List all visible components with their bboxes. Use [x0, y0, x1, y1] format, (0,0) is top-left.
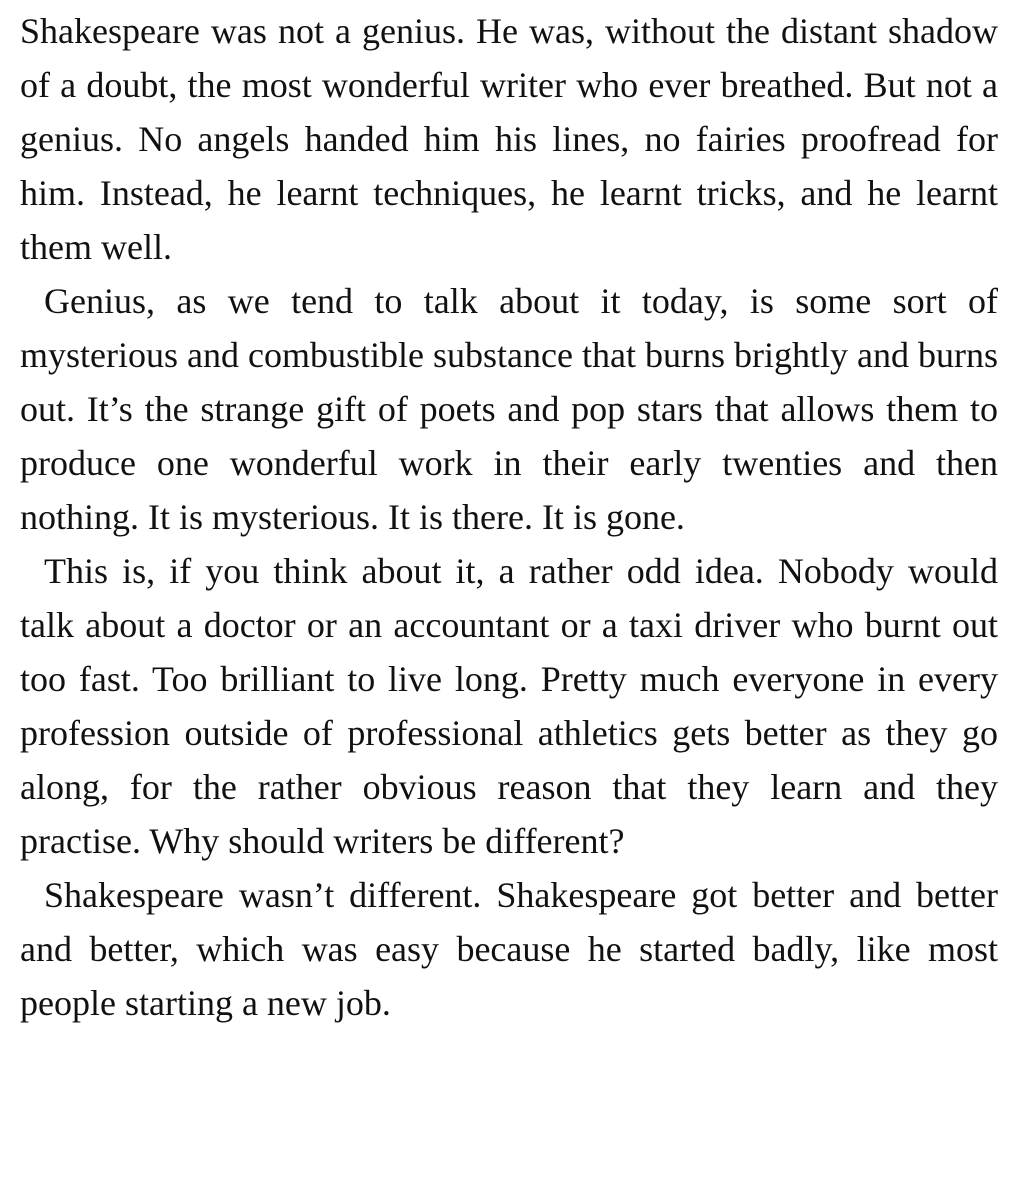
paragraph-shakespeare-not-genius: Shakespeare was not a genius. He was, without the distant shadow of a doubt, the most wonderful writer who ever breathed. But not a genius. No angels handed him his lines, no fairies proofread for him. Instead, he learnt techniques, he learnt tricks, and he learnt them well. — [20, 11, 998, 267]
paragraph-shakespeare-got-better: Shakespeare wasn’t different. Shakespeare got better and better and better, which was easy because he started badly, like most people starting a new job. — [20, 875, 998, 1023]
book-page-text — [20, 4, 998, 1030]
paragraph-genius-definition: Genius, as we tend to talk about it today, is some sort of mysterious and combustible substance that burns brightly and burns out. It’s the strange gift of poets and pop stars that allows them to produce one wonderful work in their early twenties and then nothing. It is mysterious. It is there. It is gone. — [20, 281, 998, 537]
paragraph-odd-idea: This is, if you think about it, a rather odd idea. Nobody would talk about a doctor or an accountant or a taxi driver who burnt out too fast. Too brilliant to live long. Pretty much everyone in every profession outside of professional athletics gets better as they go along, for the rather obvious reason that they learn and they practise. Why should writers be different? — [20, 551, 998, 861]
